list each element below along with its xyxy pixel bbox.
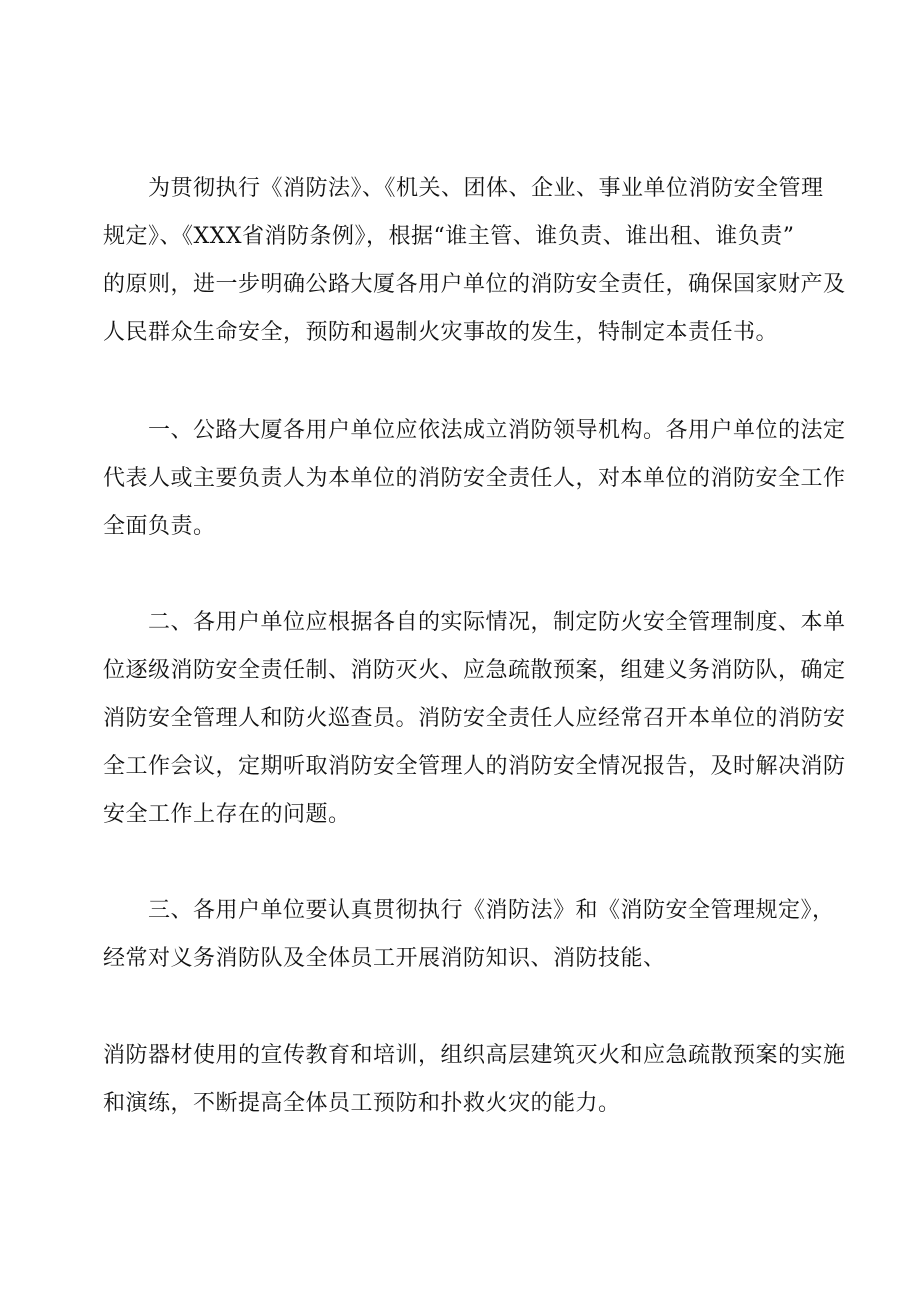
paragraph-line: 全工作会议，定期听取消防安全管理人的消防安全情况报告，及时解决消防	[103, 754, 846, 779]
paragraph-line: 经常对义务消防队及全体员工开展消防知识、消防技能、	[103, 946, 666, 971]
paragraph-line: 一、公路大厦各用户单位应依法成立消防领导机构。各用户单位的法定	[148, 418, 846, 443]
paragraph-line: 规定》、《XXX省消防条例》，根据“谁主管、谁负责、谁出租、谁负责”	[103, 224, 795, 249]
paragraph-line: 人民群众生命安全，预防和遏制火灾事故的发生，特制定本责任书。	[103, 320, 779, 345]
paragraph-line: 为贯彻执行《消防法》、《机关、团体、企业、事业单位消防安全管理	[148, 176, 824, 201]
paragraph-line: 三、各用户单位要认真贯彻执行《消防法》和《消防安全管理规定》，	[148, 898, 835, 923]
paragraph-line: 全面负责。	[103, 514, 216, 539]
paragraph-line: 安全工作上存在的问题。	[103, 802, 351, 827]
paragraph-line: 消防器材使用的宣传教育和培训，组织高层建筑灭火和应急疏散预案的实施	[103, 1043, 846, 1068]
paragraph-line: 二、各用户单位应根据各自的实际情况，制定防火安全管理制度、本单	[148, 610, 846, 635]
paragraph-line: 位逐级消防安全责任制、消防灭火、应急疏散预案，组建义务消防队，确定	[103, 658, 846, 683]
paragraph-line: 消防安全管理人和防火巡查员。消防安全责任人应经常召开本单位的消防安	[103, 706, 846, 731]
paragraph-line: 和演练，不断提高全体员工预防和扑救火灾的能力。	[103, 1091, 621, 1116]
paragraph-line: 代表人或主要负责人为本单位的消防安全责任人，对本单位的消防安全工作	[103, 466, 846, 491]
paragraph-line: 的原则，进一步明确公路大厦各用户单位的消防安全责任，确保国家财产及	[103, 272, 846, 297]
